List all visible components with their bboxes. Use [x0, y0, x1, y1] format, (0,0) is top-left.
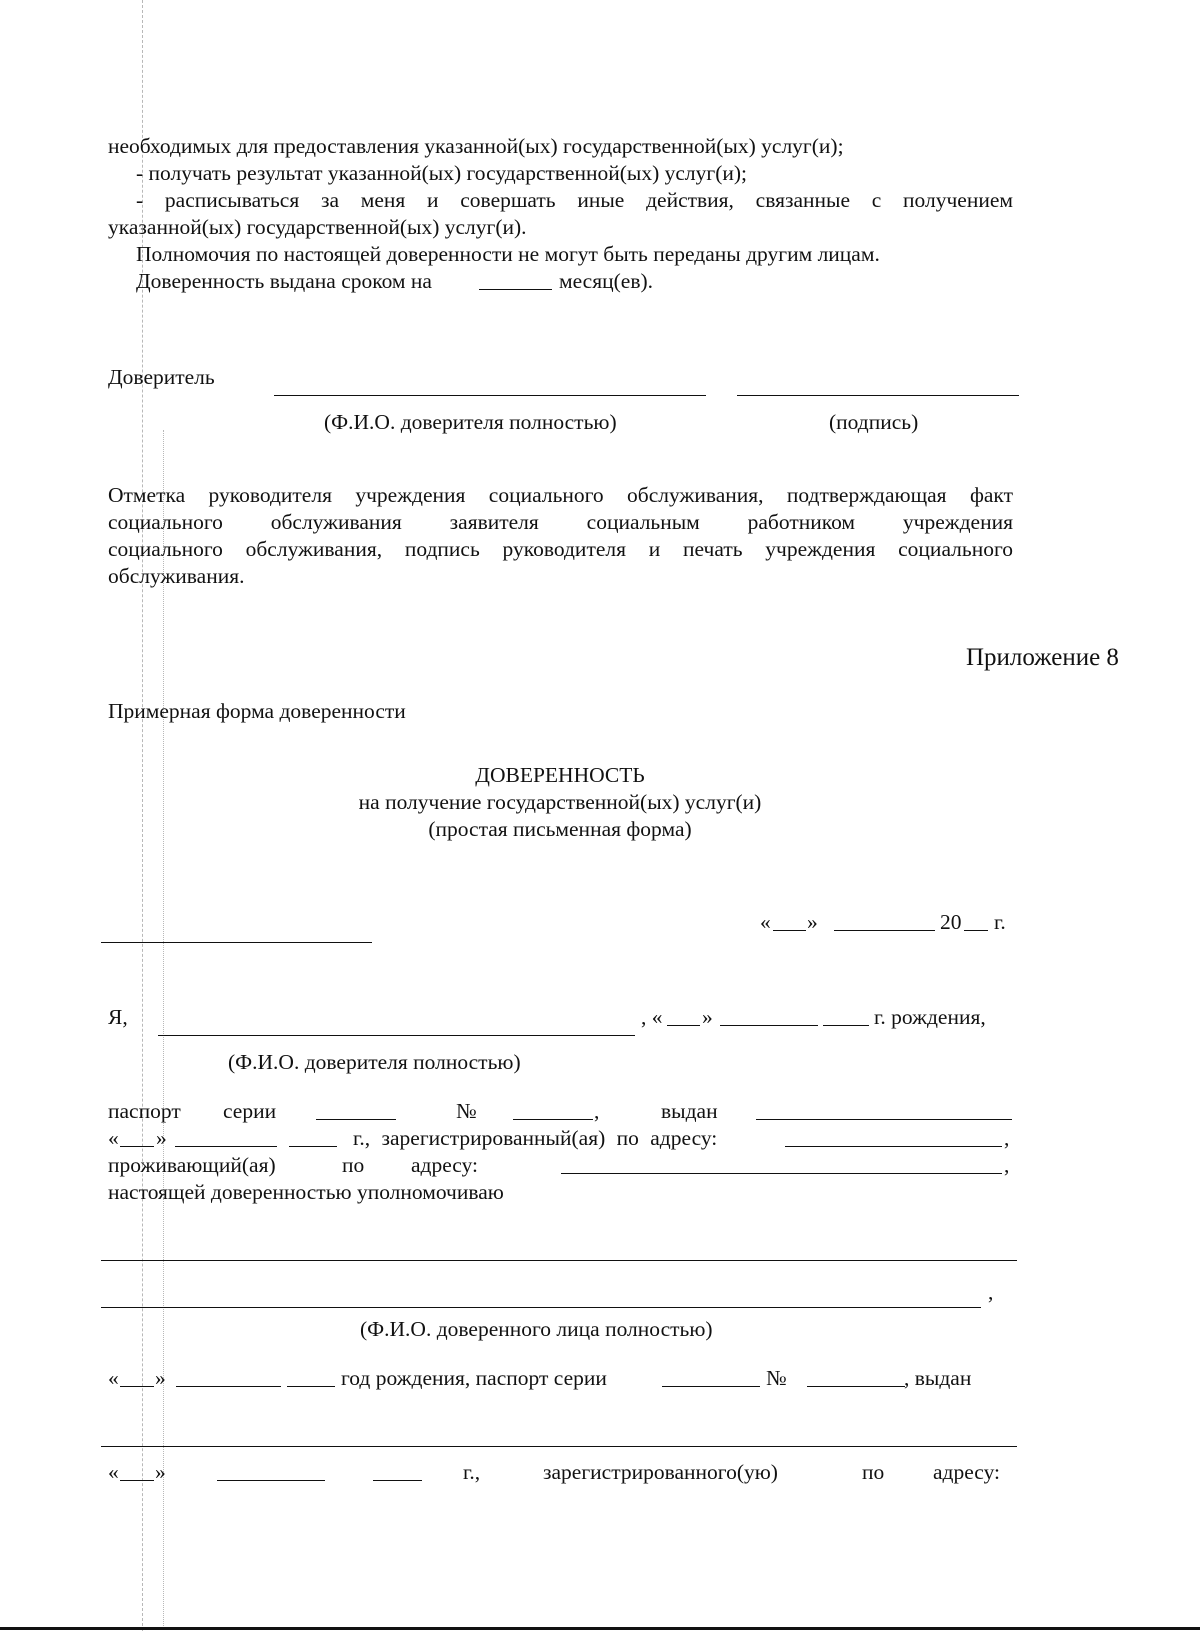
- trustee-number-sign: №: [766, 1366, 787, 1390]
- date-quote-close: »: [807, 910, 818, 934]
- principal-signature-caption: (подпись): [829, 410, 919, 434]
- mark-line-4: обслуживания.: [108, 564, 245, 588]
- issued-word: выдан: [661, 1099, 718, 1123]
- last-quote-close: »: [155, 1460, 166, 1484]
- document-form-type: (простая письменная форма): [428, 817, 692, 841]
- residing-po: по: [342, 1153, 365, 1177]
- principal-signature-line: [737, 395, 1019, 396]
- passport-number-sign: №: [456, 1099, 477, 1123]
- reg-year-blank: [289, 1146, 337, 1147]
- trustee-issued-by-line: [101, 1446, 1017, 1447]
- last-g: г.,: [463, 1460, 481, 1484]
- issued-by-blank: [756, 1119, 1012, 1120]
- birth-month-blank: [720, 1025, 818, 1026]
- residing-comma: ,: [1004, 1153, 1010, 1177]
- reg-quote-close: »: [156, 1126, 167, 1150]
- mark-line-1: Отметка руководителя учреждения социального обслуживания, подтверждающая факт: [108, 483, 1013, 507]
- place-line: [101, 942, 372, 943]
- last-po: по: [862, 1460, 885, 1484]
- trustee-quote-open: «: [108, 1366, 119, 1390]
- trustee-quote-close: »: [155, 1366, 166, 1390]
- reg-day-blank: [120, 1146, 154, 1147]
- last-quote-open: «: [108, 1460, 119, 1484]
- passport-comma: ,: [594, 1099, 600, 1123]
- date-month-blank: [834, 930, 935, 931]
- document-subtitle: на получение государственной(ых) услуг(и): [358, 790, 762, 814]
- document-title: ДОВЕРЕННОСТЬ: [475, 763, 645, 787]
- date-year-blank: [964, 930, 988, 931]
- passport-series-blank: [316, 1119, 396, 1120]
- birth-quote-close: »: [702, 1005, 713, 1029]
- trustee-year-blank: [287, 1386, 335, 1387]
- birth-quote-open: , «: [641, 1005, 663, 1029]
- trustee-fio-caption: (Ф.И.О. доверенного лица полностью): [360, 1317, 713, 1341]
- trustee-name-comma: ,: [988, 1280, 994, 1304]
- reg-quote-open: «: [108, 1126, 119, 1150]
- scan-bottom-edge: [0, 1627, 1200, 1630]
- authorize-text: настоящей доверенностью уполномочиваю: [108, 1180, 504, 1204]
- residing-address-blank: [561, 1173, 1002, 1174]
- sample-form-label: Примерная форма доверенности: [108, 699, 406, 723]
- passport-word: паспорт: [108, 1099, 181, 1123]
- series-word: серии: [223, 1099, 277, 1123]
- trustee-name-line-2: [101, 1307, 981, 1308]
- date-year-prefix: 20: [940, 910, 962, 934]
- principal-fio-caption-2: (Ф.И.О. доверителя полностью): [228, 1050, 521, 1074]
- reg-address-blank: [785, 1146, 1002, 1147]
- principal-label: Доверитель: [108, 365, 215, 389]
- appendix-label: Приложение 8: [966, 644, 1119, 671]
- principal-name-line: [158, 1035, 635, 1036]
- birth-year-blank: [823, 1025, 869, 1026]
- term-months-blank: [479, 289, 552, 290]
- principal-fio-caption: (Ф.И.О. доверителя полностью): [324, 410, 617, 434]
- birth-day-blank: [667, 1025, 700, 1026]
- text-line-powers-not-transferable: Полномочия по настоящей доверенности не могут быть переданы другим лицам.: [136, 242, 880, 266]
- trustee-number-blank: [807, 1386, 905, 1387]
- text-line-necessary: необходимых для предоставления указанной(ых) государственной(ых) услуг(и);: [108, 134, 844, 158]
- trustee-birth-text: год рождения, паспорт серии: [341, 1366, 607, 1390]
- trustee-series-blank: [662, 1386, 760, 1387]
- principal-fio-line: [274, 395, 706, 396]
- trustee-month-blank: [176, 1386, 281, 1387]
- trustee-name-line-1: [101, 1260, 1017, 1261]
- text-line-term-months: месяц(ев).: [559, 269, 654, 293]
- reg-month-blank: [175, 1146, 277, 1147]
- residing-word: проживающий(ая): [108, 1153, 276, 1177]
- mark-line-3: социального обслуживания, подпись руководителя и печать учреждения социального: [108, 537, 1013, 561]
- last-month-blank: [217, 1480, 325, 1481]
- text-line-sign-for-me: - расписываться за меня и совершать иные действия, связанные с получением: [136, 188, 1013, 212]
- mark-line-2: социального обслуживания заявителя социальным работником учреждения: [108, 510, 1013, 534]
- registered-text: г., зарегистрированный(ая) по адресу:: [353, 1126, 718, 1150]
- date-quote-open: «: [760, 910, 771, 934]
- last-registered: зарегистрированного(ую): [543, 1460, 778, 1484]
- date-year-suffix: г.: [994, 910, 1006, 934]
- text-line-receive-result: - получать результат указанной(ых) государственной(ых) услуг(и);: [136, 161, 748, 185]
- residing-address-word: адресу:: [411, 1153, 479, 1177]
- reg-comma: ,: [1004, 1126, 1010, 1150]
- trustee-issued: , выдан: [904, 1366, 972, 1390]
- last-year-blank: [373, 1480, 422, 1481]
- trustee-day-blank: [120, 1386, 154, 1387]
- i-label: Я,: [108, 1005, 128, 1029]
- last-day-blank: [120, 1480, 154, 1481]
- text-line-term-label: Доверенность выдана сроком на: [136, 269, 432, 293]
- date-day-blank: [773, 930, 806, 931]
- last-address-word: адресу:: [933, 1460, 1001, 1484]
- passport-number-blank: [513, 1119, 593, 1120]
- text-line-specified-services: указанной(ых) государственной(ых) услуг(и).: [108, 215, 527, 239]
- birth-suffix: г. рождения,: [874, 1005, 986, 1029]
- scan-fold-line-2: [163, 430, 164, 1630]
